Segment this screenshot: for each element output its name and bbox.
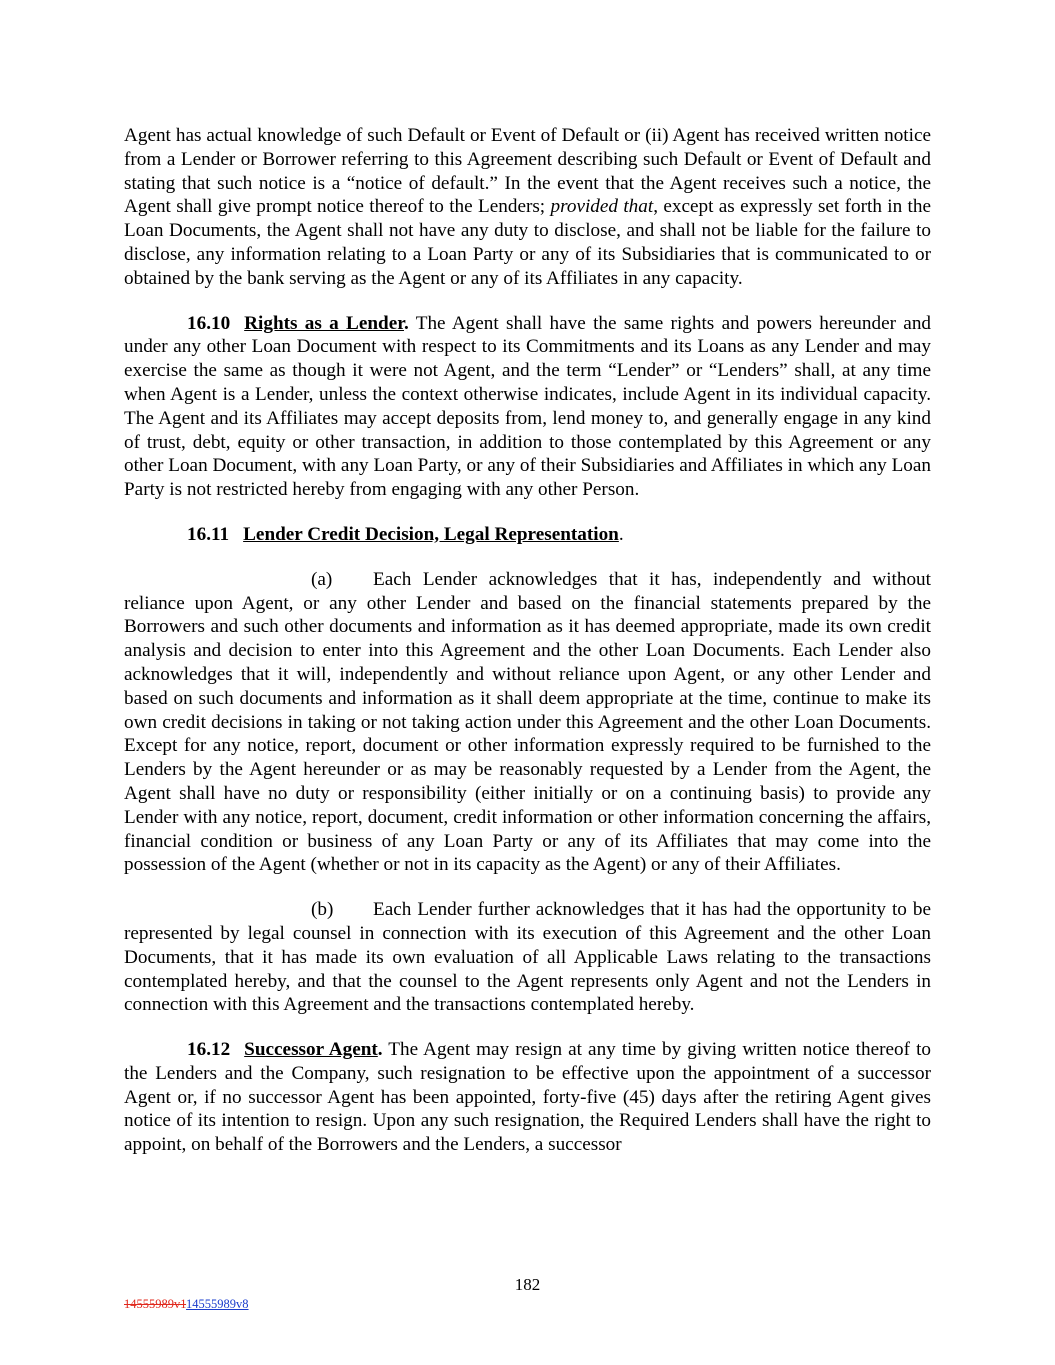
section-number: 16.12 (187, 1039, 231, 1061)
section-16-12 (124, 1038, 931, 1157)
subsection-label: (a) (311, 568, 333, 590)
document-id-inserted: 14555989v8 (186, 1297, 249, 1311)
subsection-a (124, 568, 931, 877)
document-id (124, 1297, 249, 1312)
subsection-b (124, 898, 931, 1017)
section-number: 16.10 (187, 312, 231, 334)
section-16-11 (124, 523, 931, 547)
section-number: 16.11 (187, 523, 230, 545)
section-text: The Agent shall have the same rights and powers hereunder and under any other Loan Document with respect to its Commitments and its Loans as any Lender and may exercise the same as though it were not Agent, and the term “Lender” or “Lenders” shall, at any time when Agent is a Lender, unless the context otherwise indicates, include Agent in its individual capacity. The Agent and its Affiliates may accept deposits from, lend money to, and generally engage in any kind of trust, debt, equity or other transaction, in addition to those contemplated by this Agreement or any other Loan Document, with any Loan Party, or any of their Subsidiaries and Affiliates in which any Loan Party is not restricted hereby from engaging with any other Person. (124, 312, 932, 501)
section-text: The Agent may resign at any time by giving written notice thereof to the Lenders and the Company, such resignation to be effective upon the appointment of a successor Agent or, if no successor Agent has been appointed, forty-five (45) days after the retiring Agent gives notice of its intention to resign. Upon any such resignation, the Required Lenders shall have the right to appoint, on behalf of the Borrowers and the Lenders, a successor (124, 1039, 931, 1156)
paragraph-text: , except as expressly set forth in the Loan Documents, the Agent shall not have any duty to disclose, and shall not be liable for the failure to disclose, any information relating to a Loan Party or any of its Subsidiaries that is communicated to or obtained by the bank serving as the Agent or any of its Affiliates in any capacity. (124, 196, 931, 289)
section-title-period: . (403, 312, 409, 334)
document-id-deleted: 14555989v1 (124, 1297, 187, 1311)
page-number: 182 (514, 1275, 541, 1294)
subsection-label: (b) (311, 899, 334, 921)
section-title-period: . (377, 1039, 383, 1061)
section-16-10 (124, 312, 931, 502)
paragraph-continued (124, 124, 931, 291)
section-title: Successor Agent (244, 1039, 378, 1061)
subsection-text: Each Lender acknowledges that it has, independently and without reliance upon Agent, or any other Lender and based on the financial statements prepared by the Borrowers and such other documents and information as it has deemed appropriate, made its own credit analysis and decision to enter into this Agreement and the other Loan Documents. Each Lender also acknowledges that it will, independently and without reliance upon Agent, or any other Lender and based on such documents and information as it shall deem appropriate at the time, continue to make its own credit decisions in taking or not taking action under this Agreement and the other Loan Documents. Except for any notice, report, document or other information expressly required to be furnished to the Lenders by the Agent hereunder or as may be reasonably requested by a Lender from the Agent, the Agent shall have no duty or responsibility (either initially or on a continuing basis) to provide any Lender with any notice, report, document, credit information or other information concerning the affairs, financial condition or business of any Loan Party or any of its Affiliates that may come into the possession of the Agent (whether or not in its capacity as the Agent) or any of their Affiliates. (124, 568, 931, 876)
section-title: Rights as a Lender (244, 312, 404, 334)
italic-phrase: provided that (550, 196, 654, 218)
section-title: Lender Credit Decision, Legal Representation (243, 523, 619, 545)
paragraph-text: Agent has actual knowledge of such Default or Event of Default or (ii) Agent has received written notice from a Lender or Borrower referring to this Agreement describing such Default or Event of Default and stating that such notice is a “notice of default.” In the event that the Agent receives such a notice, the Agent shall give prompt notice thereof to the Lenders; (124, 125, 931, 218)
document-page (124, 124, 931, 1157)
section-title-period: . (618, 523, 624, 545)
subsection-text: Each Lender further acknowledges that it has had the opportunity to be represented by legal counsel in connection with its execution of this Agreement and the other Loan Documents, that it has made its own evaluation of all Applicable Laws relating to the transactions contemplated hereby, and that the counsel to the Agent represents only Agent and not the Lenders in connection with this Agreement and the transactions contemplated hereby. (124, 899, 931, 1016)
